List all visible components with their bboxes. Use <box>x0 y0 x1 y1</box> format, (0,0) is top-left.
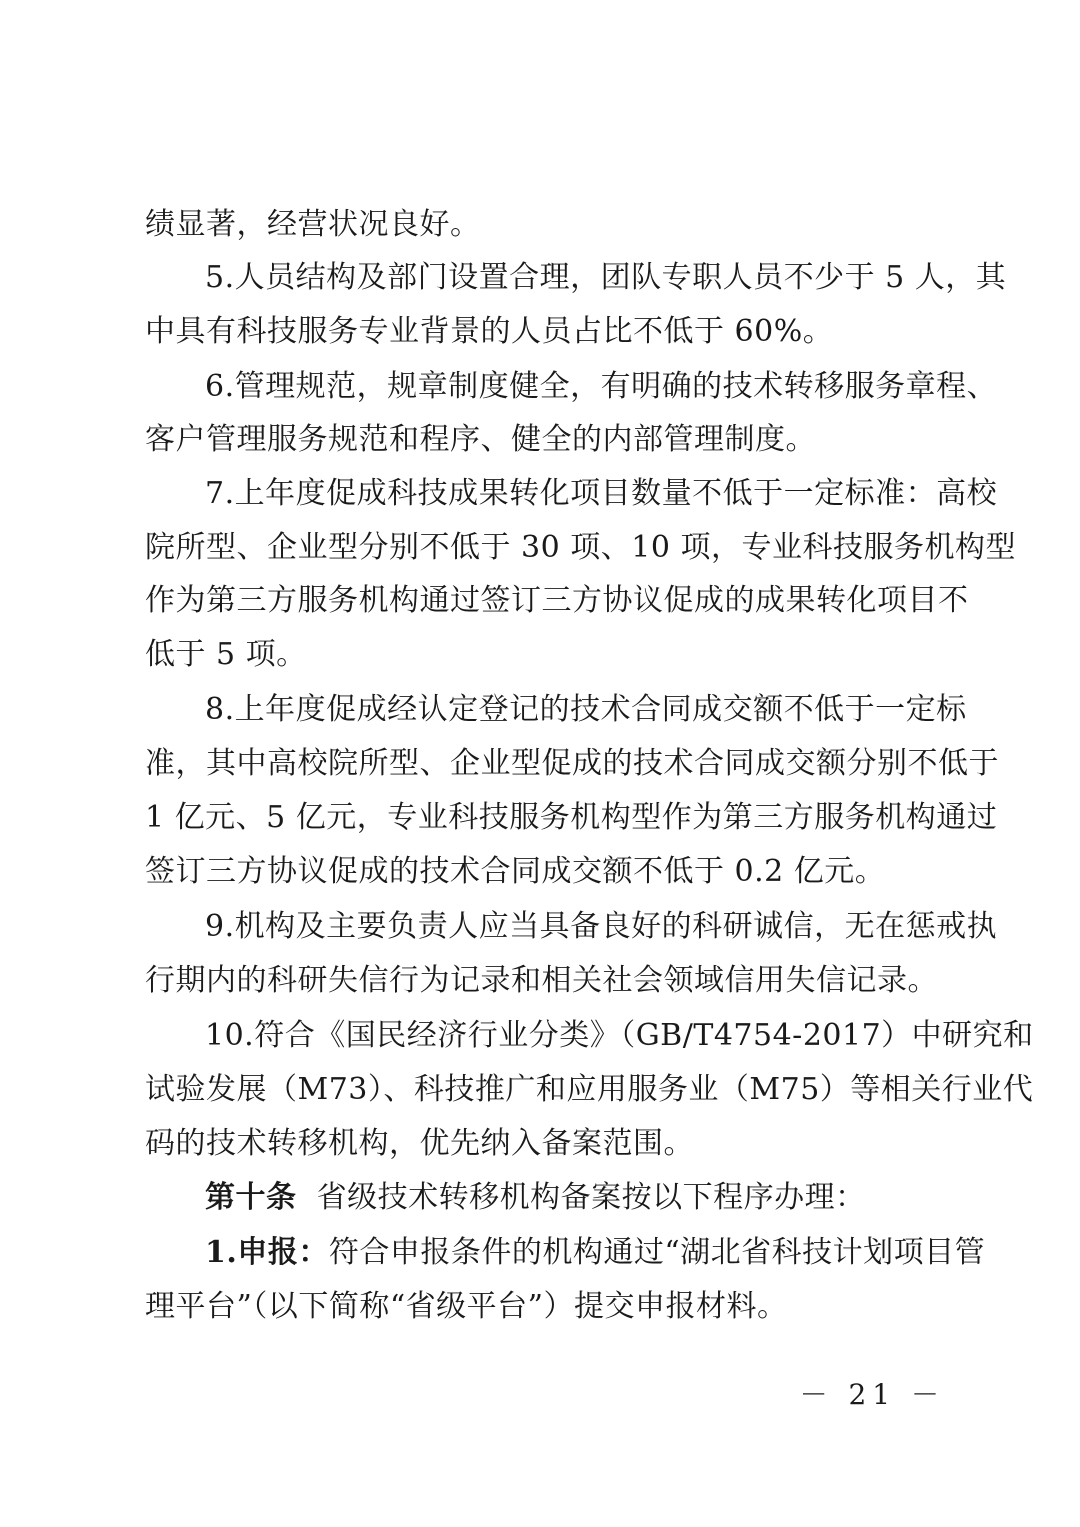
paragraph-line: 理平台”（以下简称“省级平台”）提交申报材料。 <box>145 1289 788 1324</box>
article-number: 第十条 <box>205 1180 297 1215</box>
paragraph-line: 8.上年度促成经认定登记的技术合同成交额不低于一定标 <box>205 692 967 727</box>
paragraph-line: 绩显著，经营状况良好。 <box>145 207 481 242</box>
paragraph-line: 试验发展（M73）、科技推广和应用服务业（M75）等相关行业代 <box>145 1072 1034 1107</box>
paragraph-line: 作为第三方服务机构通过签订三方协议促成的成果转化项目不 <box>145 583 969 618</box>
paragraph-line: 中具有科技服务专业背景的人员占比不低于 60%。 <box>145 314 834 349</box>
procedure-text: 符合申报条件的机构通过“湖北省科技计划项目管 <box>328 1235 986 1270</box>
paragraph-line: 行期内的科研失信行为记录和相关社会领域信用失信记录。 <box>145 963 938 998</box>
paragraph-line: 签订三方协议促成的技术合同成交额不低于 0.2 亿元。 <box>145 854 886 889</box>
paragraph-line: 院所型、企业型分别不低于 30 项、10 项，专业科技服务机构型 <box>145 530 1016 565</box>
paragraph-line: 9.机构及主要负责人应当具备良好的科研诚信，无在惩戒执 <box>205 909 998 944</box>
article-text: 省级技术转移机构备案按以下程序办理： <box>316 1180 866 1215</box>
page-number: － 21 － <box>799 1378 945 1411</box>
paragraph-line: 准，其中高校院所型、企业型促成的技术合同成交额分别不低于 <box>145 746 999 781</box>
paragraph-line: 5.人员结构及部门设置合理，团队专职人员不少于 5 人，其 <box>205 260 1007 295</box>
paragraph-line: 1 亿元、5 亿元，专业科技服务机构型作为第三方服务机构通过 <box>145 800 998 835</box>
paragraph-line: 低于 5 项。 <box>145 637 307 672</box>
paragraph-line: 客户管理服务规范和程序、健全的内部管理制度。 <box>145 422 816 457</box>
paragraph-line: 7.上年度促成科技成果转化项目数量不低于一定标准：高校 <box>205 476 998 511</box>
procedure-line <box>205 1233 986 1273</box>
paragraph-line: 码的技术转移机构，优先纳入备案范围。 <box>145 1126 694 1161</box>
paragraph-line: 6.管理规范，规章制度健全，有明确的技术转移服务章程、 <box>205 369 998 404</box>
article-heading-line <box>205 1178 945 1218</box>
paragraph-line: 10.符合《国民经济行业分类》（GB/T4754-2017）中研究和 <box>205 1018 1034 1053</box>
procedure-label: 1.申报： <box>205 1235 329 1270</box>
